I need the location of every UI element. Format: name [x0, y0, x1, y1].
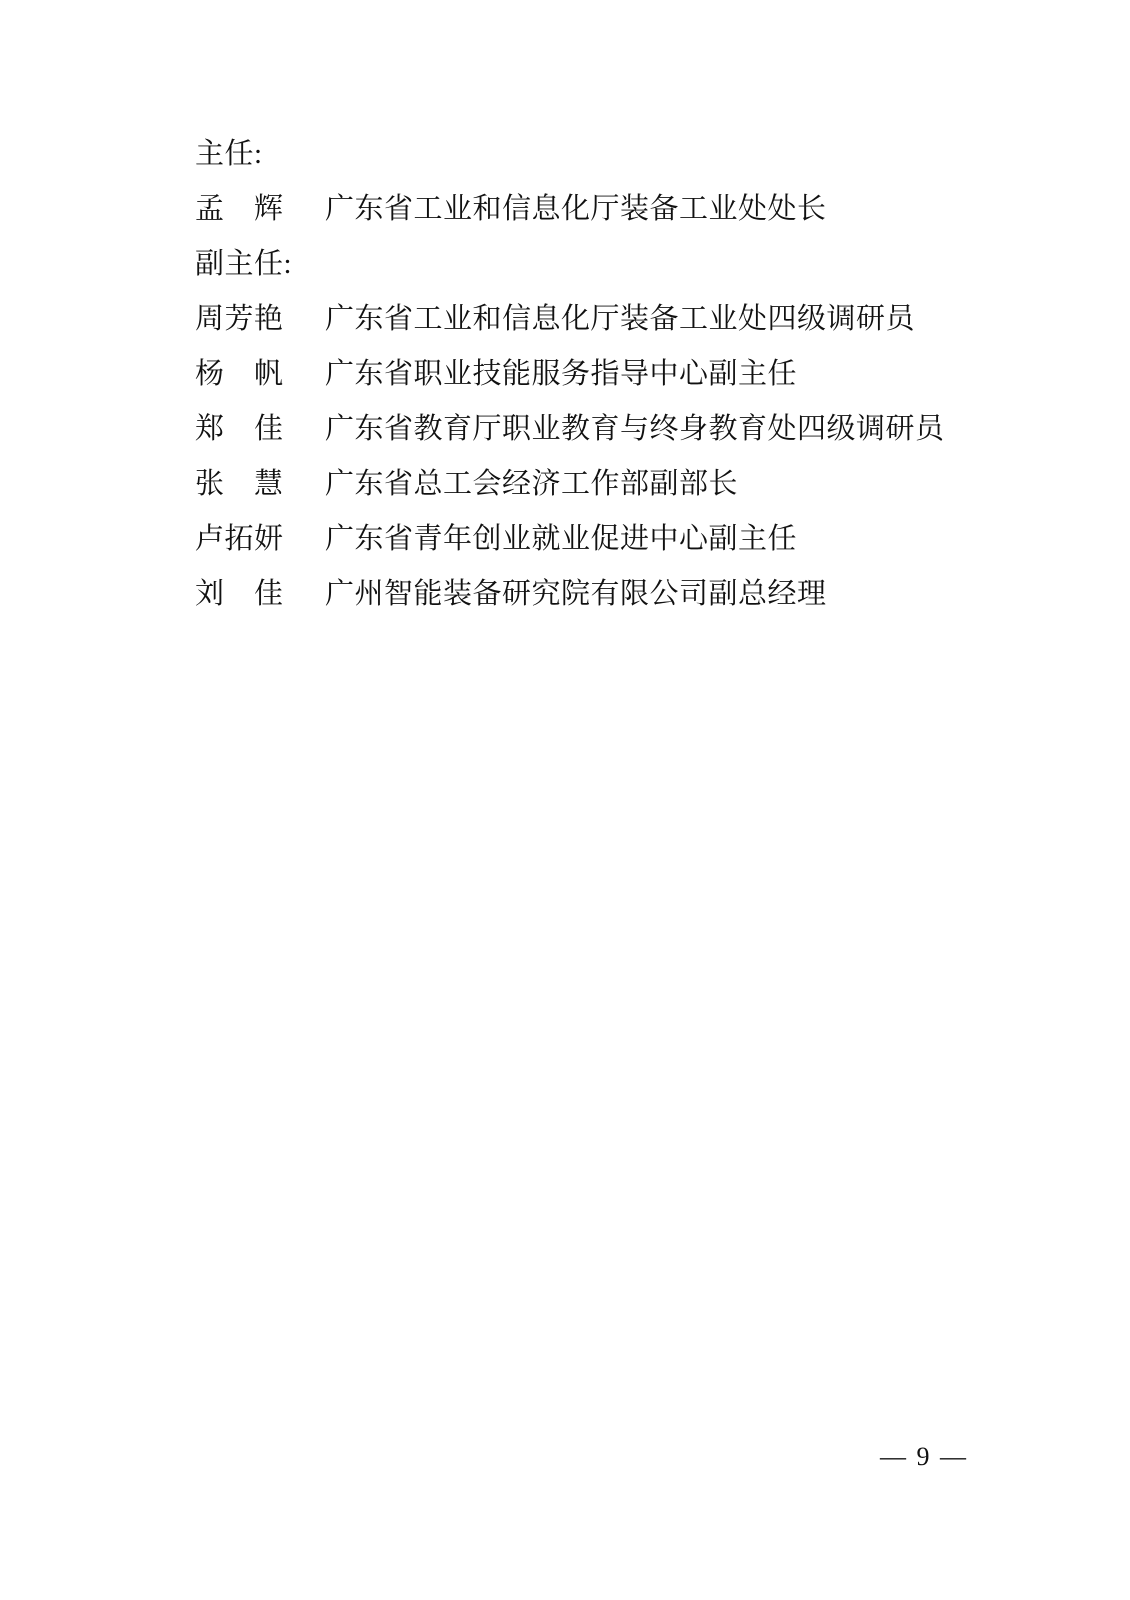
document-body	[195, 140, 960, 609]
list-item	[195, 360, 960, 389]
section-heading-deputy-director: 副主任:	[195, 248, 293, 280]
person-title: 广东省总工会经济工作部副部长	[325, 468, 739, 500]
list-item	[195, 195, 960, 224]
person-name: 周芳艳	[195, 303, 284, 335]
person-name: 郑 佳	[195, 413, 284, 445]
person-title: 广东省青年创业就业促进中心副主任	[325, 523, 798, 555]
person-name: 张 慧	[195, 468, 284, 500]
person-title: 广东省职业技能服务指导中心副主任	[325, 358, 798, 390]
page-number: — 9 —	[880, 1442, 968, 1471]
person-title: 广东省教育厅职业教育与终身教育处四级调研员	[325, 413, 945, 445]
person-title: 广州智能装备研究院有限公司副总经理	[325, 578, 827, 610]
list-item	[195, 525, 960, 554]
list-item	[195, 470, 960, 499]
list-item	[195, 415, 960, 444]
list-item	[195, 305, 960, 334]
person-name: 孟 辉	[195, 193, 284, 225]
person-title: 广东省工业和信息化厅装备工业处四级调研员	[325, 303, 916, 335]
person-name: 卢拓妍	[195, 523, 284, 555]
person-title: 广东省工业和信息化厅装备工业处处长	[325, 193, 827, 225]
section-heading-director: 主任:	[195, 138, 263, 170]
list-item	[195, 580, 960, 609]
person-name: 刘 佳	[195, 578, 284, 610]
person-name: 杨 帆	[195, 358, 284, 390]
